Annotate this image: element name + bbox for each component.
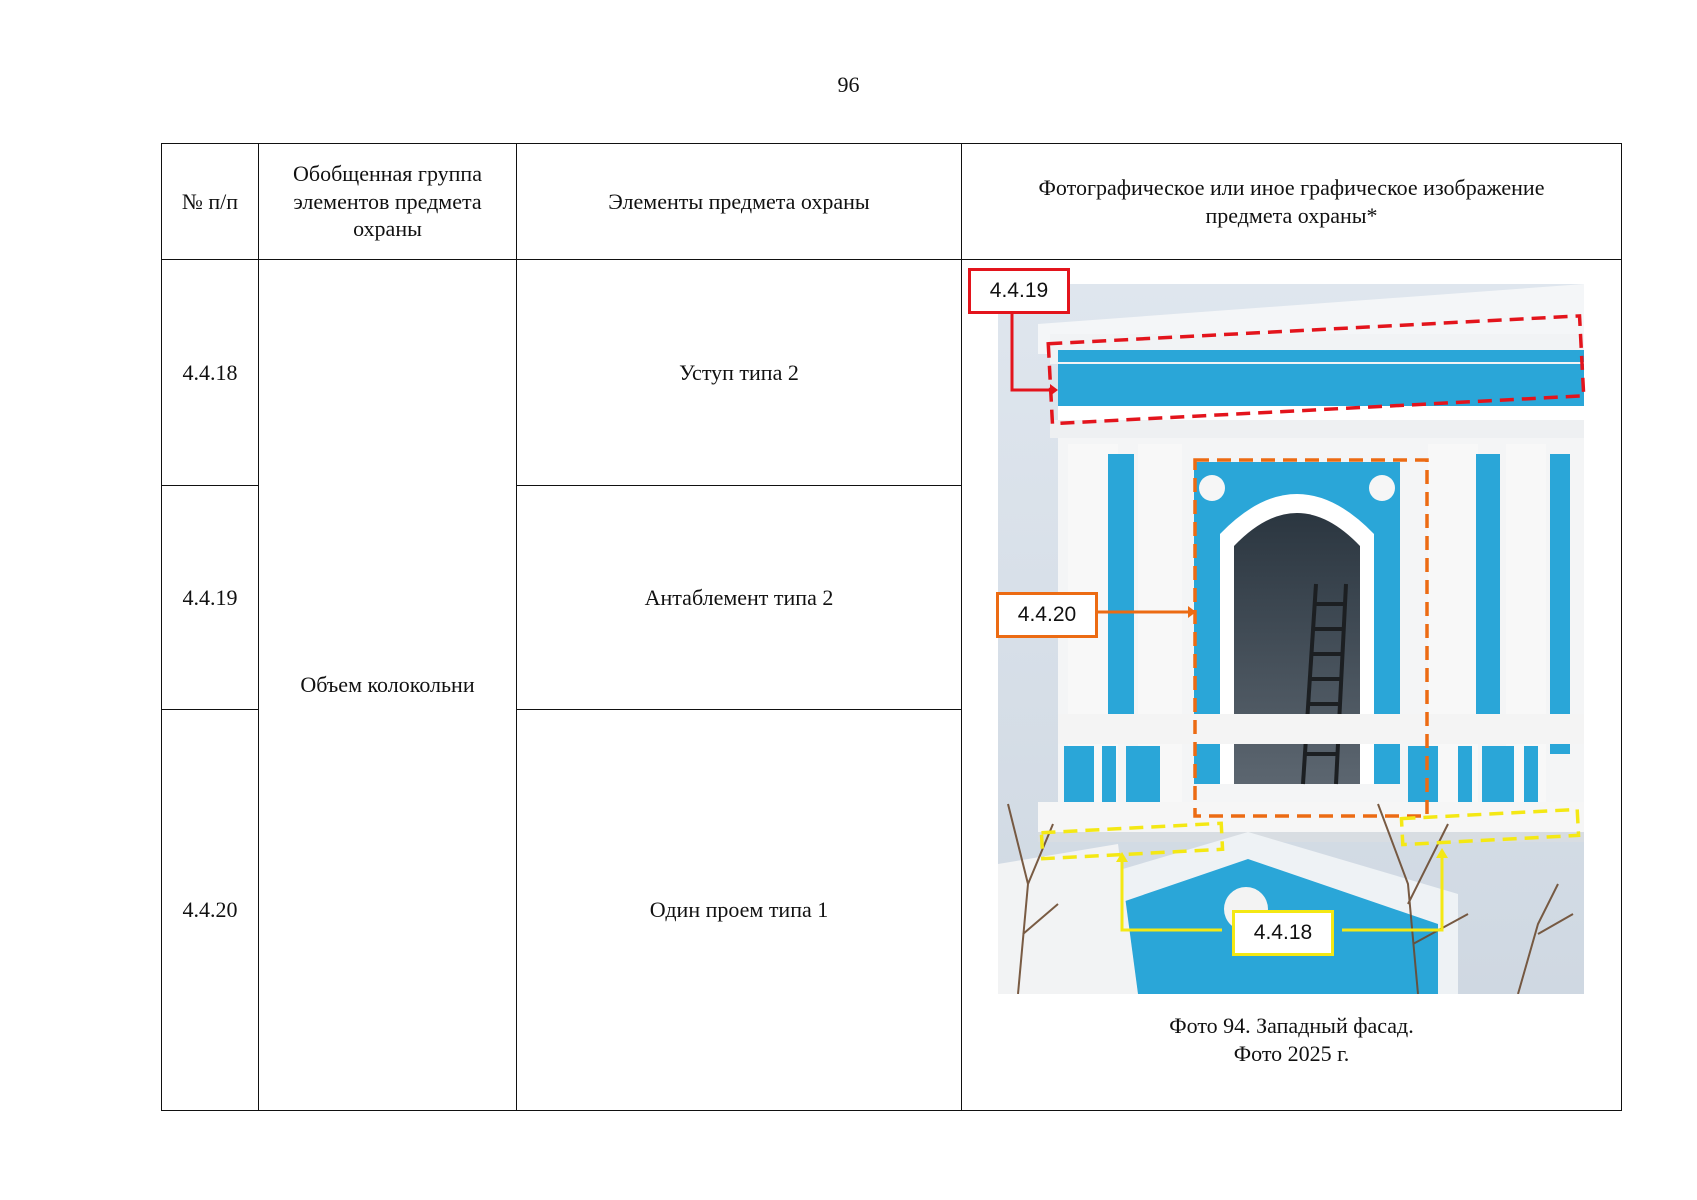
row-number: 4.4.19 [162, 485, 259, 710]
protection-elements-table [161, 143, 1622, 1111]
table-row [162, 260, 1622, 486]
row-element: Уступ типа 2 [517, 260, 962, 486]
row-element: Антаблемент типа 2 [517, 485, 962, 710]
photo-caption [962, 1012, 1621, 1067]
caption-line-1: Фото 94. Западный фасад. [1169, 1013, 1414, 1038]
row-element: Один проем типа 1 [517, 710, 962, 1111]
label-red-4-4-19: 4.4.19 [968, 268, 1070, 314]
row-number: 4.4.18 [162, 260, 259, 486]
header-num: № п/п [162, 144, 259, 260]
header-photo: Фотографическое или иное графическое изображение предмета охраны* [962, 144, 1622, 260]
caption-line-2: Фото 2025 г. [1233, 1040, 1350, 1066]
label-orange-4-4-20: 4.4.20 [996, 592, 1098, 638]
page-number: 96 [837, 72, 860, 97]
annotation-overlay [962, 260, 1622, 1110]
group-cell: Объем колокольни [259, 260, 517, 1111]
row-number: 4.4.20 [162, 710, 259, 1111]
table-header-row [162, 144, 1622, 260]
header-elements: Элементы предмета охраны [517, 144, 962, 260]
label-yellow-4-4-18: 4.4.18 [1232, 910, 1334, 956]
photo-cell [962, 260, 1622, 1111]
header-group: Обобщенная группа элементов предмета охраны [259, 144, 517, 260]
